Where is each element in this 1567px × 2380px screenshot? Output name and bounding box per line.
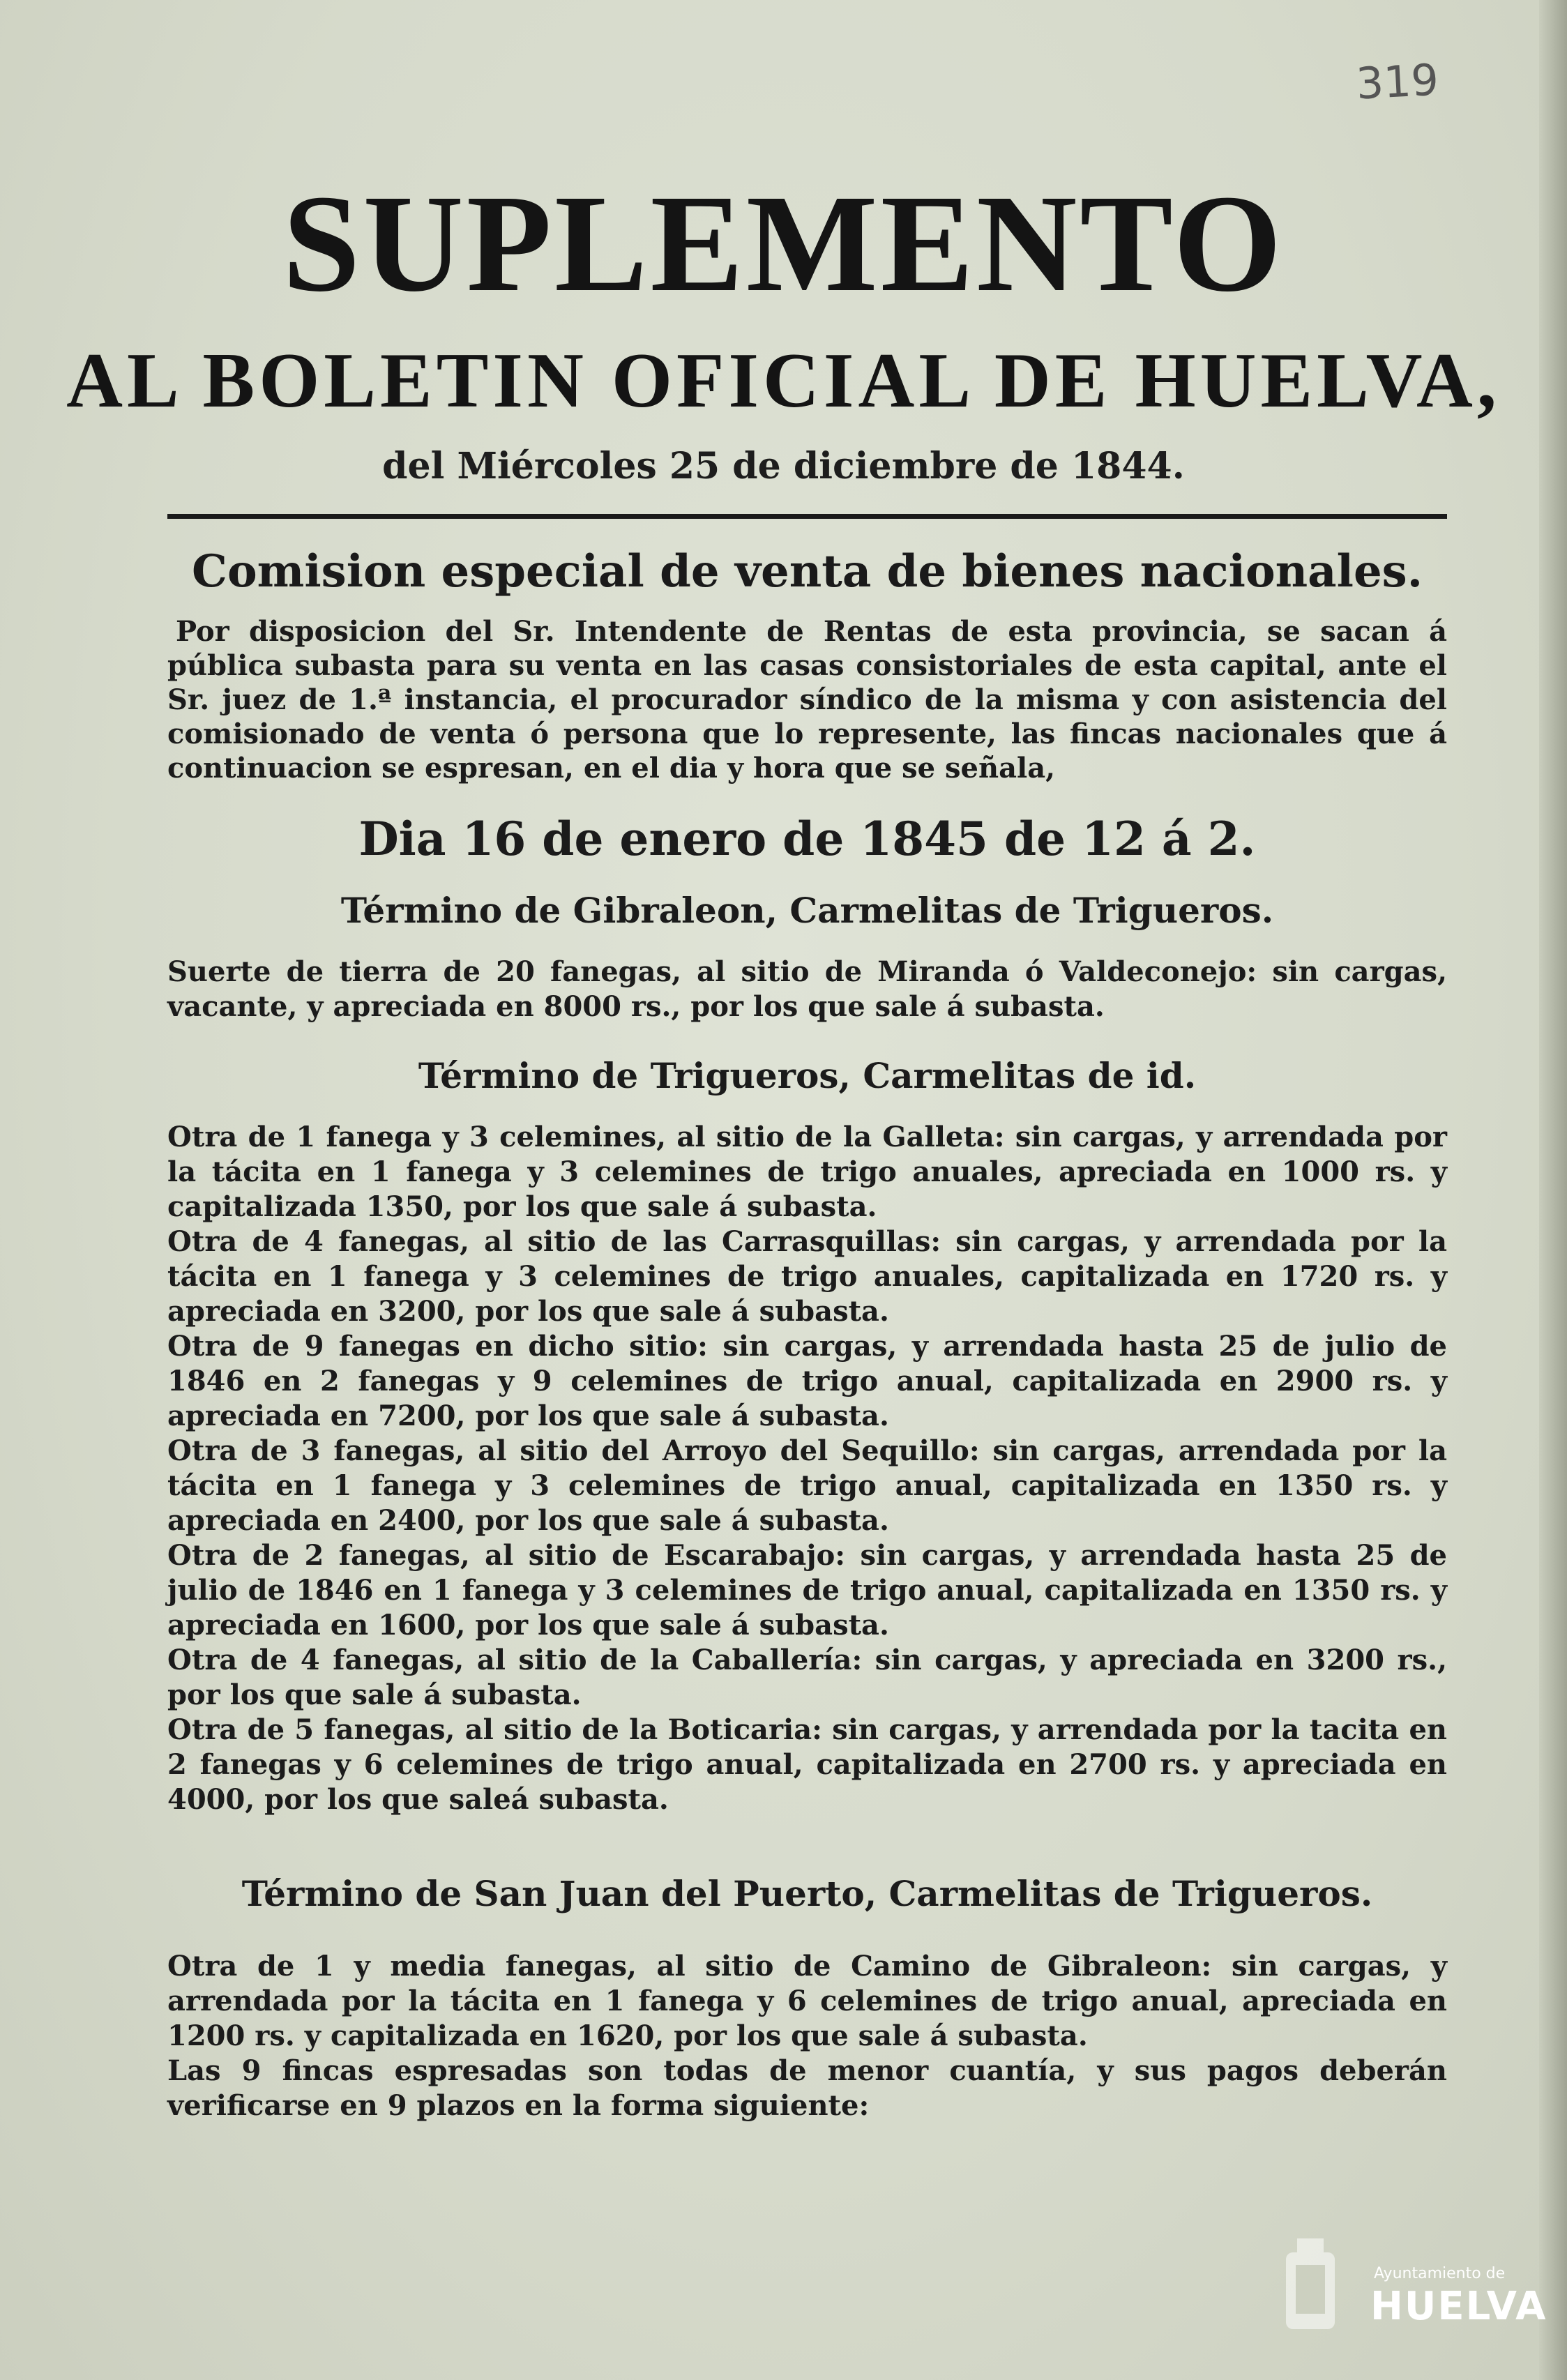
auction-date: Dia 16 de enero de 1845 de 12 á 2.	[358, 812, 1256, 866]
watermark-big-text: HUELVA	[1370, 2284, 1547, 2329]
masthead-subtitle: AL BOLETIN OFICIAL DE HUELVA,	[66, 338, 1501, 424]
watermark-small-text: Ayuntamiento de	[1374, 2265, 1506, 2282]
header-rule	[167, 514, 1447, 519]
list-item: Otra de 3 fanegas, al sitio del Arroyo del Sequillo: sin cargas, arrendada por la tácita en 1 fanega y 3 celemines de trigo anual, capitalizada en 1350 rs. y apreciada en 2400, por los que sale á subasta.	[167, 1434, 1447, 1537]
group-san-juan	[167, 1873, 1447, 2123]
masthead-title: SUPLEMENTO	[282, 167, 1285, 321]
group-title: Término de Gibraleon, Carmelitas de Trigueros.	[340, 890, 1274, 931]
issue-date: del Miércoles 25 de diciembre de 1844.	[382, 445, 1185, 487]
folio-number: 319	[1354, 54, 1440, 109]
list-item: Otra de 9 fanegas en dicho sitio: sin cargas, y arrendada hasta 25 de julio de 1846 en 2 fanegas y 9 celemines de trigo anual, capitalizada en 2900 rs. y apreciada en 7200, por los que sale á subasta.	[167, 1330, 1447, 1432]
list-item: Otra de 4 fanegas, al sitio de la Caballería: sin cargas, y apreciada en 3200 rs., por los que sale á subasta.	[167, 1644, 1447, 1711]
intro-paragraph: Por disposicion del Sr. Intendente de Rentas de esta provincia, se sacan á pública subasta para su venta en las casas consistoriales de esta capital, ante el Sr. juez de 1.ª instancia, el procurador síndico de la misma y con asistencia del comisionado de venta ó persona que lo represente, las fincas nacionales que á continuacion se espresan, en el dia y hora que se señala,	[167, 615, 1447, 785]
list-item: Otra de 1 y media fanegas, al sitio de Camino de Gibraleon: sin cargas, y arrendada por la tácita en 1 fanega y 6 celemines de trigo anual, apreciada en 1200 rs. y capitalizada en 1620, por los que sale á subasta.	[167, 1950, 1447, 2052]
list-item: Otra de 5 fanegas, al sitio de la Boticaria: sin cargas, y arrendada por la tacita en 2 fanegas y 6 celemines de trigo anual, capitalizada en 2700 rs. y apreciada en 4000, por los que saleá subasta.	[167, 1713, 1447, 1816]
group-title: Término de San Juan del Puerto, Carmelitas de Trigueros.	[241, 1873, 1373, 1914]
list-item: Otra de 2 fanegas, al sitio de Escarabajo: sin cargas, y arrendada hasta 25 de julio de 1846 en 1 fanega y 3 celemines de trigo anual, capitalizada en 1350 rs. y apreciada en 1600, por los que sale á subasta.	[167, 1539, 1447, 1642]
closing-note: Las 9 fincas espresadas son todas de menor cuantía, y sus pagos deberán verificarse en 9 plazos en la forma siguiente:	[167, 2054, 1447, 2122]
list-item: Otra de 4 fanegas, al sitio de las Carrasquillas: sin cargas, y arrendada por la tácita en 1 fanega y 3 celemines de trigo anuales, capitalizada en 1720 rs. y apreciada en 3200, por los que sale á subasta.	[167, 1225, 1447, 1328]
group-trigueros	[167, 1055, 1447, 1817]
list-item: Suerte de tierra de 20 fanegas, al sitio de Miranda ó Valdeconejo: sin cargas, vacante, y apreciada en 8000 rs., por los que sale á subasta.	[167, 955, 1447, 1023]
section-title: Comision especial de venta de bienes nacionales.	[192, 545, 1423, 598]
masthead	[0, 167, 1567, 487]
document-body	[167, 537, 1447, 2123]
group-title: Término de Trigueros, Carmelitas de id.	[418, 1055, 1197, 1096]
list-item: Otra de 1 fanega y 3 celemines, al sitio de la Galleta: sin cargas, y arrendada por la tácita en 1 fanega y 3 celemines de trigo anuales, apreciada en 1000 rs. y capitalizada 1350, por los que sale á subasta.	[167, 1121, 1447, 1223]
group-gibraleon	[167, 890, 1447, 1024]
